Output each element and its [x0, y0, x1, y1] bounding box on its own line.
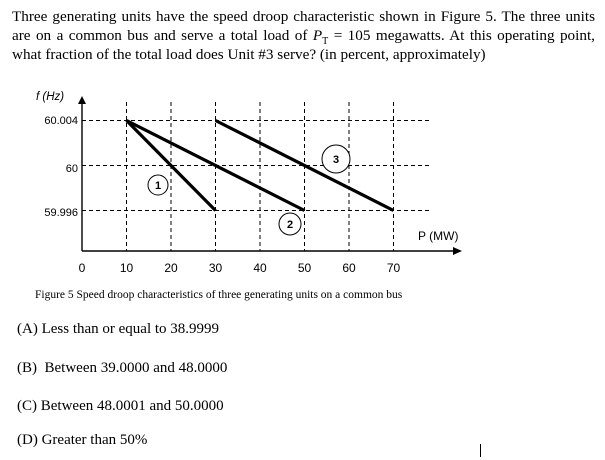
choice-a-letter: (A) [17, 321, 38, 337]
y-tick-label-2: 59.996 [44, 207, 78, 219]
y-axis-title: f (Hz) [36, 91, 65, 103]
x-tick-label-3: 30 [208, 261, 223, 275]
text-cursor [480, 444, 481, 457]
y-tick-label-1: 60 [65, 163, 78, 175]
y-axis-arrow [78, 96, 86, 104]
choice-a-text: Less than or equal to 38.9999 [41, 321, 220, 337]
choice-c[interactable] [17, 398, 224, 415]
unit-3-label: 3 [332, 154, 340, 166]
choice-b-text: Between 39.0000 and 48.0000 [44, 360, 228, 376]
x-tick-label-4: 40 [253, 261, 267, 275]
choice-b[interactable] [17, 360, 227, 377]
choice-d-letter: (D) [17, 432, 38, 448]
unit-2-label: 2 [286, 219, 294, 231]
choice-d-text: Greater than 50% [41, 432, 148, 448]
x-tick-label-1: 10 [119, 261, 134, 275]
x-tick-label-2: 20 [164, 261, 178, 275]
chart-axes [78, 96, 462, 255]
load-variable: P [312, 27, 323, 44]
load-subscript: T [322, 36, 329, 48]
question-part-2: = 105 megawatts. At this operating point, what fraction of the total load does Unit #3 serve? (in percent, approximately) [12, 27, 595, 63]
x-tick-label-0: 0 [78, 261, 86, 275]
figure-caption: Figure 5 Speed droop characteristics of three generating units on a common bus [35, 289, 403, 301]
choice-b-letter: (B) [17, 360, 37, 376]
choice-a[interactable] [17, 321, 219, 338]
x-tick-label-6: 60 [342, 261, 356, 275]
x-tick-label-5: 50 [297, 261, 312, 275]
unit-1-label: 1 [154, 180, 162, 192]
y-tick-label-0: 60.004 [44, 115, 78, 127]
x-axis-arrow [453, 247, 462, 255]
x-tick-label-7: 70 [386, 261, 401, 275]
question-part-1: Three generating units have the speed droop characteristic shown in Figure 5. The three units are on a common bus and serve a total load of [12, 8, 595, 44]
choice-c-letter: (C) [17, 398, 37, 414]
x-axis-title: P (MW) [418, 229, 459, 243]
choice-c-text: Between 48.0001 and 50.0000 [40, 398, 224, 414]
choice-d[interactable] [17, 432, 147, 449]
